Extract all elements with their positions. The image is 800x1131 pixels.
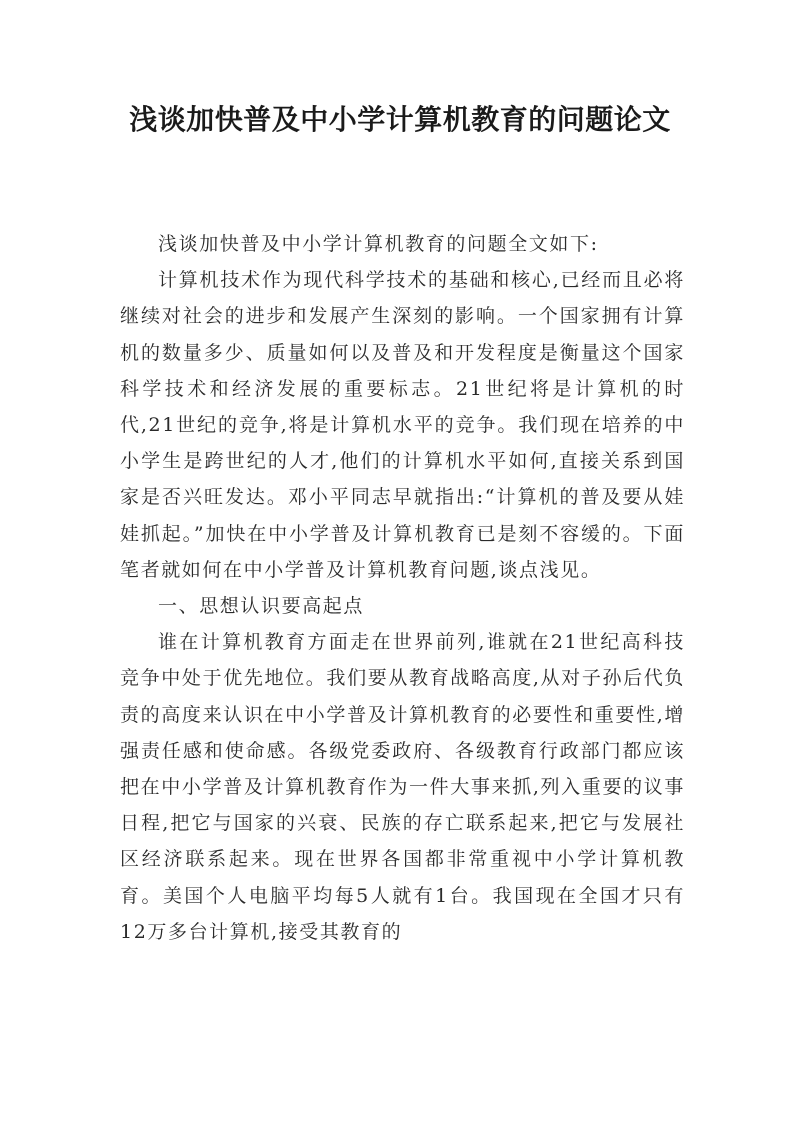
intro-paragraph: 浅谈加快普及中小学计算机教育的问题全文如下: (158, 233, 599, 255)
body-paragraph: 计算机技术作为现代科学技术的基础和核心,已经而且必将继续对社会的进步和发展产生深刻的影响。一个国家拥有计算机的数量多少、质量如何以及普及和开发程度是衡量这个国家科学技术和经济发展的重要标志。21世纪将是计算机的时代,21世纪的竞争,将是计算机水平的竞争。我们现在培养的中小学生是跨世纪的人才,他们的计算机水平如何,直接关系到国家是否兴旺发达。邓小平同志早就指出:“计算机的普及要从娃娃抓起。”加快在中小学普及计算机教育已是刻不容缓的。下面笔者就如何在中小学普及计算机教育问题,谈点浅见。 (120, 269, 685, 581)
body-paragraph: 谁在计算机教育方面走在世界前列,谁就在21世纪高科技竞争中处于优先地位。我们要从教育战略高度,从对子孙后代负责的高度来认识在中小学普及计算机教育的必要性和重要性,增强责任感和使命感。各级党委政府、各级教育行政部门都应该把在中小学普及计算机教育作为一件大事来抓,列入重要的议事日程,把它与国家的兴衰、民族的存亡联系起来,把它与发展社区经济联系起来。现在世界各国都非常重视中小学计算机教育。美国个人电脑平均每5人就有1台。我国现在全国才只有12万多台计算机,接受其教育的 (120, 631, 685, 943)
section-heading: 一、思想认识要高起点 (158, 595, 365, 618)
document-body (120, 226, 685, 950)
document-title: 浅谈加快普及中小学计算机教育的问题论文 (129, 103, 671, 136)
